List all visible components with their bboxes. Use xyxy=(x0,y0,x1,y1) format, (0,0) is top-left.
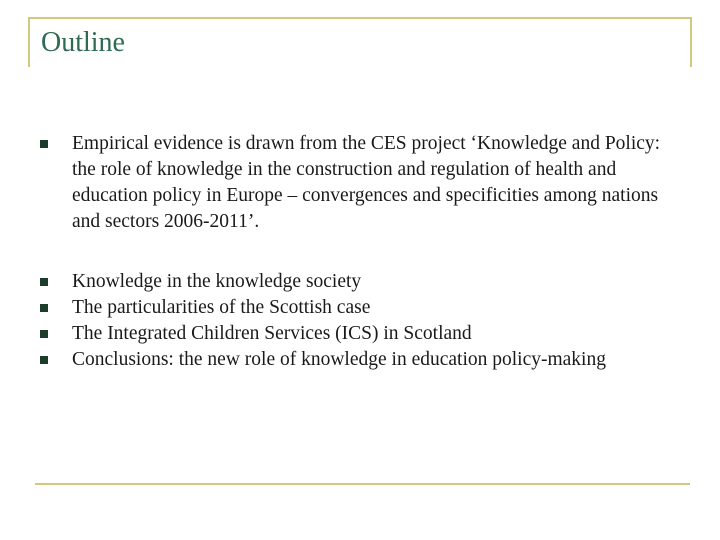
bullet-item-2 xyxy=(36,269,676,295)
square-bullet-icon xyxy=(40,304,48,312)
bullet-text: Knowledge in the knowledge society xyxy=(72,271,362,292)
bullet-text: The particularities of the Scottish case xyxy=(72,297,371,318)
bullet-item-1 xyxy=(36,131,676,235)
bullet-list xyxy=(36,131,676,373)
square-bullet-icon xyxy=(40,140,48,148)
bullet-text: Empirical evidence is drawn from the CES project ‘Knowledge and Policy: the role of knowledge in the construction and regulation of health and education policy in Europe – convergences and specificities among nations and sectors 2006-2011’. xyxy=(72,133,661,232)
bullet-item-4 xyxy=(36,321,676,347)
title-left-rule xyxy=(28,17,30,67)
bullet-item-3 xyxy=(36,295,676,321)
bullet-item-5 xyxy=(36,347,676,373)
square-bullet-icon xyxy=(40,330,48,338)
bottom-rule xyxy=(35,483,690,485)
bullet-text: Conclusions: the new role of knowledge in education policy-making xyxy=(72,349,606,370)
title-top-rule xyxy=(28,17,692,19)
slide-title: Outline xyxy=(41,27,125,58)
title-right-rule xyxy=(690,17,692,67)
bullet-text: The Integrated Children Services (ICS) in Scotland xyxy=(72,323,472,344)
square-bullet-icon xyxy=(40,278,48,286)
square-bullet-icon xyxy=(40,356,48,364)
